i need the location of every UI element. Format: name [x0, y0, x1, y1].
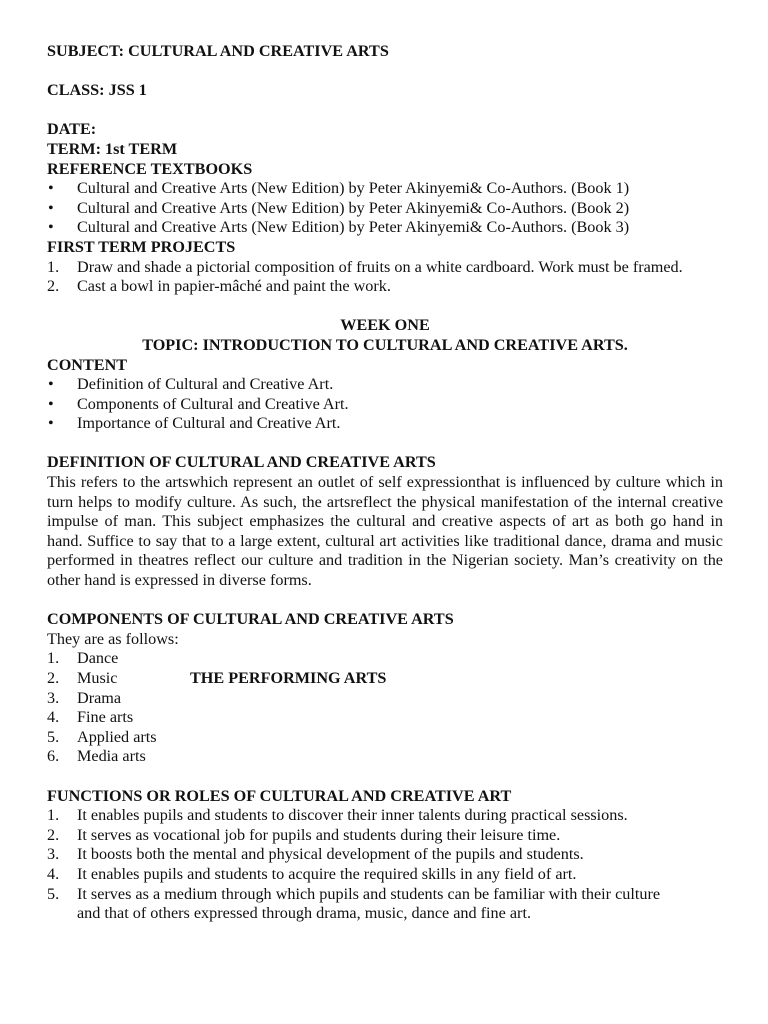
content-item	[47, 375, 723, 395]
component-text: Media arts	[77, 747, 146, 766]
item-number: 3.	[47, 845, 60, 864]
document-page	[47, 42, 723, 924]
reference-item	[47, 218, 723, 238]
item-number: 4.	[47, 708, 60, 727]
performing-arts-label: THE PERFORMING ARTS	[190, 669, 387, 687]
spacer	[47, 591, 723, 611]
item-number: 5.	[47, 727, 60, 746]
class-line: CLASS: JSS 1	[47, 81, 147, 100]
content-text: Components of Cultural and Creative Art.	[77, 394, 349, 413]
reference-text: Cultural and Creative Arts (New Edition) by Peter Akinyemi& Co-Authors. (Book 1)	[77, 179, 630, 198]
bullet-marker: •	[48, 375, 54, 394]
content-text: Definition of Cultural and Creative Art.	[77, 375, 334, 394]
item-number: 2.	[47, 277, 60, 296]
project-item	[47, 258, 723, 278]
component-text: Fine arts	[77, 708, 134, 727]
spacer	[47, 62, 723, 82]
bullet-marker: •	[48, 414, 54, 433]
spacer	[47, 767, 723, 787]
subject-line: SUBJECT: CULTURAL AND CREATIVE ARTS	[47, 42, 389, 60]
item-number: 4.	[47, 864, 60, 883]
bullet-marker: •	[48, 198, 54, 217]
component-text: Drama	[77, 688, 122, 707]
component-item	[47, 728, 723, 748]
component-text: Dance	[77, 649, 119, 668]
component-item	[47, 649, 723, 669]
function-text: It enables pupils and students to acquire the required skills in any field of art.	[77, 864, 577, 883]
content-item	[47, 414, 723, 434]
function-item	[47, 826, 723, 846]
reference-heading: REFERENCE TEXTBOOKS	[47, 159, 253, 178]
components-heading: COMPONENTS OF CULTURAL AND CREATIVE ARTS	[47, 610, 454, 629]
item-number: 2.	[47, 669, 60, 687]
function-item	[47, 865, 723, 885]
item-number: 2.	[47, 825, 60, 844]
project-text: Cast a bowl in papier-mâché and paint the work.	[77, 277, 391, 296]
bullet-marker: •	[48, 179, 54, 198]
definition-paragraph: This refers to the artswhich represent an outlet of self expressionthat is influenced by culture which in turn helps to modify culture. As such, the artsreflect the physical manifestation of the internal creative impulse of man. This subject emphasizes the cultural and creative aspects of art as both go hand in hand. Suffice to say that to a large extent, cultural art activities like traditional dance, drama and music performed in theatres reflect our culture and tradition in the Nigerian society. Man’s creativity on the other hand is expressed in diverse forms.	[47, 473, 723, 590]
function-item	[47, 845, 723, 865]
bullet-marker: •	[48, 218, 54, 237]
components-list	[47, 649, 723, 767]
function-text: It enables pupils and students to discover their inner talents during practical sessions.	[77, 806, 628, 825]
week-label: WEEK ONE	[340, 316, 430, 335]
function-text: It serves as vocational job for pupils and students during their leisure time.	[77, 825, 561, 844]
item-number: 3.	[47, 688, 60, 707]
function-text: It boosts both the mental and physical development of the pupils and students.	[77, 845, 584, 864]
projects-list	[47, 258, 723, 297]
component-text: Applied arts	[77, 727, 157, 746]
components-intro: They are as follows:	[47, 629, 179, 648]
component-item	[47, 689, 723, 709]
projects-heading: FIRST TERM PROJECTS	[47, 237, 236, 256]
functions-heading: FUNCTIONS OR ROLES OF CULTURAL AND CREATIVE ART	[47, 786, 512, 805]
reference-text: Cultural and Creative Arts (New Edition) by Peter Akinyemi& Co-Authors. (Book 2)	[77, 198, 630, 217]
reference-list	[47, 179, 723, 238]
week-topic: TOPIC: INTRODUCTION TO CULTURAL AND CREATIVE ARTS.	[142, 335, 628, 354]
function-item	[47, 806, 723, 826]
function-text: It serves as a medium through which pupils and students can be familiar with their culture and that of others expressed through drama, music, dance and fine art.	[77, 884, 661, 923]
term-line: TERM: 1st TERM	[47, 139, 178, 158]
reference-text: Cultural and Creative Arts (New Edition) by Peter Akinyemi& Co-Authors. (Book 3)	[77, 218, 630, 237]
item-number: 5.	[47, 884, 60, 903]
content-list	[47, 375, 723, 434]
bullet-marker: •	[48, 394, 54, 413]
spacer	[47, 434, 723, 454]
spacer	[47, 101, 723, 121]
component-item	[47, 669, 723, 689]
date-line: DATE:	[47, 120, 97, 139]
project-item	[47, 277, 723, 297]
spacer	[47, 297, 723, 317]
component-item	[47, 708, 723, 728]
item-number: 1.	[47, 649, 60, 668]
content-text: Importance of Cultural and Creative Art.	[77, 414, 341, 433]
item-number: 1.	[47, 806, 60, 825]
item-number: 1.	[47, 257, 60, 276]
functions-list	[47, 806, 723, 924]
item-number: 6.	[47, 747, 60, 766]
reference-item	[47, 199, 723, 219]
function-item	[47, 885, 723, 924]
reference-item	[47, 179, 723, 199]
component-item	[47, 747, 723, 767]
component-text: Music	[77, 669, 118, 687]
content-heading: CONTENT	[47, 355, 128, 374]
content-item	[47, 395, 723, 415]
project-text: Draw and shade a pictorial composition of fruits on a white cardboard. Work must be framed.	[77, 257, 683, 276]
definition-heading: DEFINITION OF CULTURAL AND CREATIVE ARTS	[47, 453, 436, 472]
